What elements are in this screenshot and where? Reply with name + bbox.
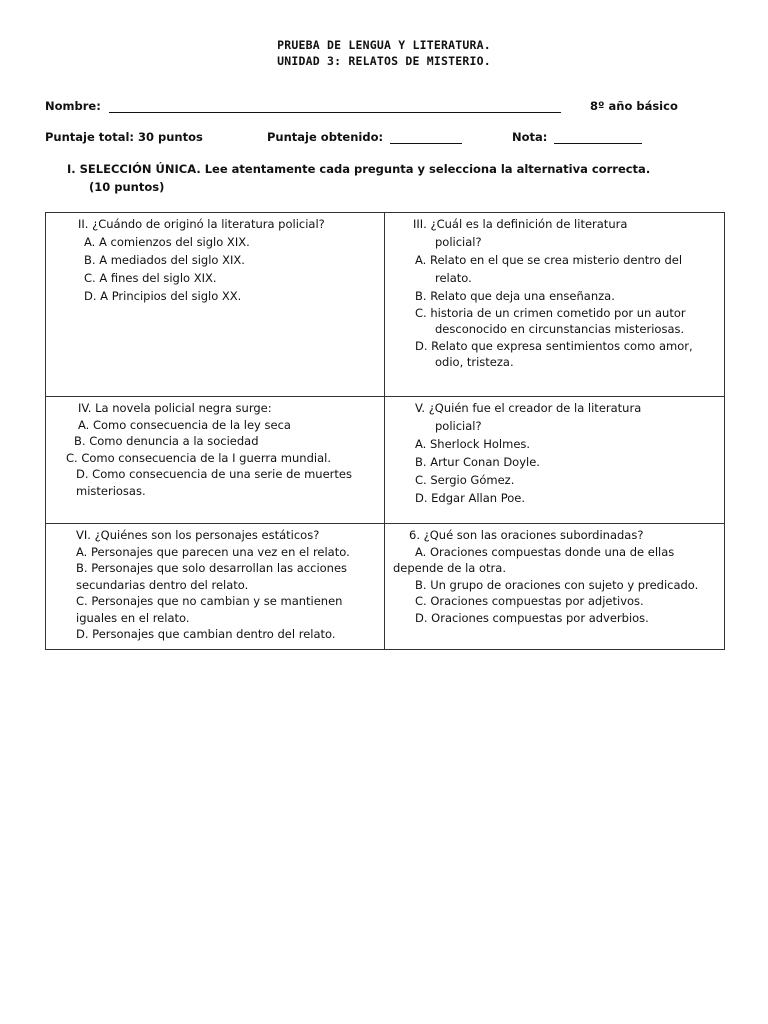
grade-label: 8º año básico bbox=[590, 99, 678, 113]
answer-option[interactable]: B. Personajes que solo desarrollan las acciones secundarias dentro del relato. bbox=[76, 561, 348, 592]
answer-option[interactable]: C. Oraciones compuestas por adjetivos. bbox=[415, 594, 644, 608]
answer-option[interactable]: B. Artur Conan Doyle. bbox=[415, 454, 540, 469]
obtained-score-label: Puntaje obtenido: bbox=[267, 130, 384, 144]
name-row bbox=[45, 99, 561, 113]
question-stem: IV. La novela policial negra surge: bbox=[78, 401, 272, 415]
question-cell-7 bbox=[385, 524, 725, 650]
obtained-score-row bbox=[267, 130, 462, 144]
document-title: PRUEBA DE LENGUA Y LITERATURA. bbox=[277, 38, 491, 52]
question-cell-2 bbox=[46, 213, 385, 397]
question-stem: II. ¿Cuándo de originó la literatura policial? bbox=[78, 217, 325, 231]
table-row bbox=[46, 397, 725, 524]
answer-option[interactable]: D. Oraciones compuestas por adverbios. bbox=[415, 610, 649, 625]
grade-mark-label: Nota: bbox=[512, 130, 548, 144]
document-subtitle: UNIDAD 3: RELATOS DE MISTERIO. bbox=[277, 54, 491, 68]
name-field[interactable] bbox=[109, 100, 561, 113]
question-stem: V. ¿Quién fue el creador de la literatura bbox=[415, 401, 642, 415]
grade-mark-field[interactable] bbox=[554, 131, 642, 144]
questions-table bbox=[45, 212, 725, 650]
answer-option[interactable]: A. Personajes que parecen una vez en el relato. bbox=[76, 544, 350, 559]
answer-option[interactable]: A. Sherlock Holmes. bbox=[415, 436, 531, 451]
question-stem-cont: policial? bbox=[435, 418, 482, 433]
answer-option[interactable]: B. Un grupo de oraciones con sujeto y predicado. bbox=[415, 577, 699, 592]
question-stem-cont: policial? bbox=[435, 234, 482, 249]
answer-option[interactable]: C. Como consecuencia de la I guerra mundial. bbox=[66, 450, 331, 465]
question-cell-3 bbox=[385, 213, 725, 397]
question-cell-6 bbox=[46, 524, 385, 650]
question-cell-5 bbox=[385, 397, 725, 524]
name-label: Nombre: bbox=[45, 99, 101, 113]
section-points: (10 puntos) bbox=[89, 180, 165, 194]
question-cell-4 bbox=[46, 397, 385, 524]
answer-option[interactable]: A. A comienzos del siglo XIX. bbox=[84, 234, 250, 249]
total-score: Puntaje total: 30 puntos bbox=[45, 130, 203, 144]
grade-mark-row bbox=[512, 130, 642, 144]
answer-option[interactable]: D. A Principios del siglo XX. bbox=[84, 288, 242, 303]
answer-option[interactable]: D. Edgar Allan Poe. bbox=[415, 490, 526, 505]
section-title: I. SELECCIÓN ÚNICA. Lee atentamente cada pregunta y selecciona la alternativa correcta. bbox=[67, 162, 651, 176]
obtained-score-field[interactable] bbox=[390, 131, 462, 144]
question-stem: VI. ¿Quiénes son los personajes estáticos? bbox=[76, 528, 320, 542]
answer-option[interactable]: C. historia de un crimen cometido por un autor desconocido en circunstancias misteriosas. bbox=[415, 305, 686, 336]
answer-option[interactable]: C. A fines del siglo XIX. bbox=[84, 270, 217, 285]
answer-option[interactable]: A. Oraciones compuestas donde una de ellas depende de la otra. bbox=[393, 544, 675, 575]
table-row bbox=[46, 213, 725, 397]
answer-option[interactable]: D. Como consecuencia de una serie de muertes misteriosas. bbox=[76, 467, 352, 498]
question-stem: 6. ¿Qué son las oraciones subordinadas? bbox=[409, 528, 644, 542]
answer-option[interactable]: D. Personajes que cambian dentro del relato. bbox=[76, 627, 336, 641]
question-stem: III. ¿Cuál es la definición de literatura bbox=[413, 217, 628, 231]
answer-option[interactable]: C. Sergio Gómez. bbox=[415, 472, 515, 487]
answer-option[interactable]: B. Como denuncia a la sociedad bbox=[74, 434, 259, 448]
table-row bbox=[46, 524, 725, 650]
section-heading bbox=[67, 160, 717, 196]
answer-option[interactable]: B. Relato que deja una enseñanza. bbox=[415, 288, 615, 303]
answer-option[interactable]: C. Personajes que no cambian y se mantienen iguales en el relato. bbox=[76, 594, 343, 625]
answer-option[interactable]: A. Relato en el que se crea misterio dentro del relato. bbox=[415, 252, 683, 285]
answer-option[interactable]: A. Como consecuencia de la ley seca bbox=[78, 417, 291, 432]
answer-option[interactable]: B. A mediados del siglo XIX. bbox=[84, 252, 245, 267]
answer-option[interactable]: D. Relato que expresa sentimientos como amor, odio, tristeza. bbox=[415, 338, 693, 369]
